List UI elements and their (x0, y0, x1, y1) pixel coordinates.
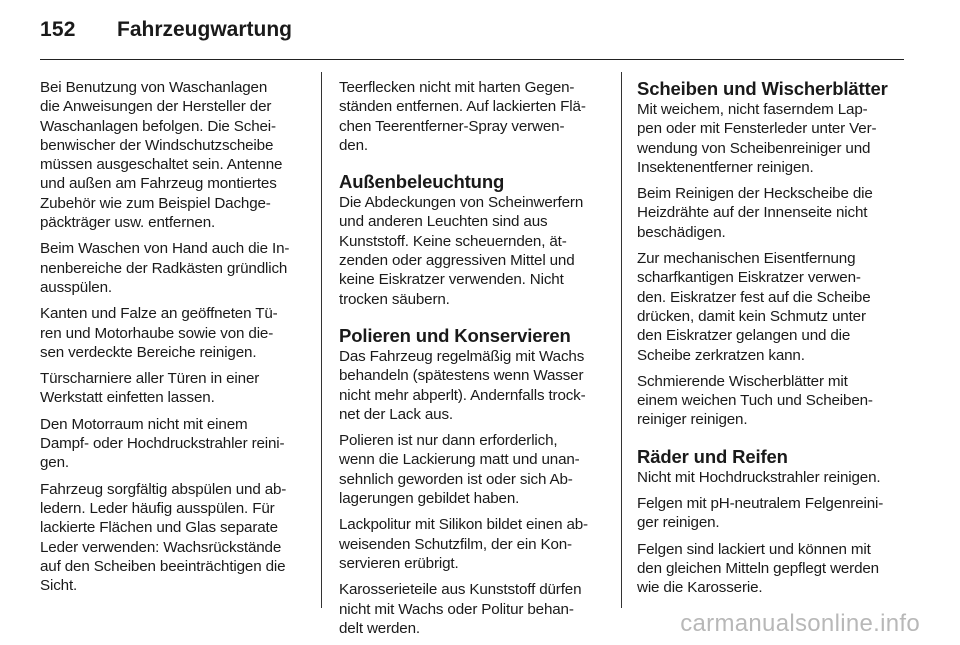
paragraph: Fahrzeug sorgfältig abspülen und ab- ledern. Leder häufig ausspülen. Für lackierte Flächen und Glas separate Leder verwenden: Wachsrückstände auf den Scheiben beeinträchtigen die Sicht. (40, 480, 287, 595)
paragraph: Schmierende Wischerblätter mit einem weichen Tuch und Scheiben- reiniger reinigen. (637, 372, 873, 429)
paragraph: Beim Waschen von Hand auch die In- nenbereiche der Radkästen gründlich ausspülen. (40, 240, 290, 296)
column-divider-2 (621, 72, 622, 608)
page-title: Fahrzeugwartung (117, 18, 293, 41)
paragraph: Kanten und Falze an geöffneten Tü- ren und Motorhaube sowie von die- sen verdeckte Bereiche reinigen. (40, 305, 278, 361)
section-heading-polishing: Polieren und Konservieren (339, 324, 571, 346)
paragraph: Bei Benutzung von Waschanlagen die Anweisungen der Hersteller der Waschanlagen befolgen. Die Schei- benwischer der Windschutzscheibe müssen ausgeschaltet sein. Antenne und außen am Fahrzeug montiertes Zubehör wie zum Beispiel Dachge- päckträger usw. entfernen. (40, 79, 283, 232)
paragraph: Felgen mit pH-neutralem Felgenreini- ger reinigen. (637, 495, 884, 532)
column-divider-1 (321, 72, 322, 608)
paragraph: Polieren ist nur dann erforderlich, wenn die Lackierung matt und unan- sehnlich geworden ist oder sich Ab- lagerungen gebildet haben. (339, 432, 580, 508)
paragraph: Lackpolitur mit Silikon bildet einen ab- weisenden Schutzfilm, der ein Kon- servieren erübrigt. (339, 516, 588, 572)
column-2 (339, 78, 607, 645)
paragraph: Türscharniere aller Türen in einer Werkstatt einfetten lassen. (40, 370, 260, 407)
column-1 (40, 78, 306, 602)
paragraph: Teerflecken nicht mit harten Gegen- ständen entfernen. Auf lackierten Flä- chen Teerentferner-Spray verwen- den. (339, 79, 586, 154)
column-3 (637, 78, 905, 605)
paragraph: Felgen sind lackiert und können mit den gleichen Mitteln gepflegt werden wie die Karosserie. (637, 540, 879, 597)
paragraph: Mit weichem, nicht faserndem Lap- pen oder mit Fensterleder unter Ver- wendung von Scheibenreiniger und Insektenentferner reinigen. (637, 101, 877, 176)
section-heading-wheels-tyres: Räder und Reifen (637, 445, 788, 467)
paragraph: Nicht mit Hochdruckstrahler reinigen. (637, 468, 881, 486)
paragraph: Den Motorraum nicht mit einem Dampf- oder Hochdruckstrahler reini- gen. (40, 415, 285, 472)
section-heading-windows-wipers: Scheiben und Wischerblätter (637, 78, 888, 99)
section-heading-exterior-lighting: Außenbeleuchtung (339, 171, 505, 193)
paragraph: Beim Reinigen der Heckscheibe die Heizdrähte auf der Innenseite nicht beschädigen. (637, 185, 873, 241)
header-rule (40, 59, 904, 60)
paragraph: Karosserieteile aus Kunststoff dürfen nicht mit Wachs oder Politur behan- delt werden. (339, 581, 582, 637)
paragraph: Das Fahrzeug regelmäßig mit Wachs behandeln (spätestens wenn Wasser nicht mehr abperlt). Andernfalls trock- net der Lack aus. (339, 347, 586, 423)
page-number: 152 (40, 18, 76, 41)
paragraph: Die Abdeckungen von Scheinwerfern und anderen Leuchten sind aus Kunststoff. Keine scheuernden, ät- zenden oder aggressiven Mittel und keine Eiskratzer verwenden. Nicht trocken säubern. (339, 194, 584, 308)
watermark: carmanualsonline.info (680, 610, 920, 637)
paragraph: Zur mechanischen Eisentfernung scharfkantigen Eiskratzer verwen- den. Eiskratzer fest auf die Scheibe drücken, damit kein Schmutz unter den Eiskratzer gelangen und die Scheibe zerkratzen kann. (637, 250, 871, 364)
